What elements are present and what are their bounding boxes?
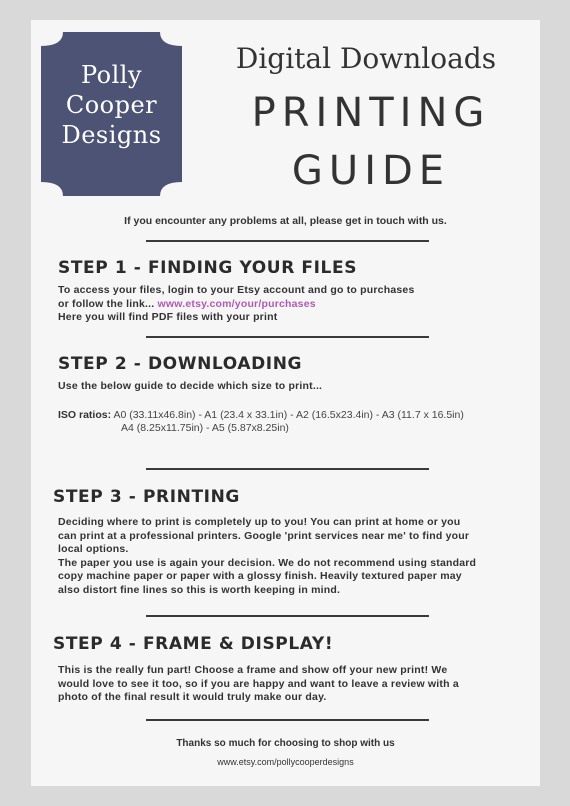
step-2-line-1: Use the below guide to decide which size to print... (58, 380, 323, 392)
step-3-line-6: also distort fine lines so this is worth keeping in mind. (58, 583, 341, 596)
divider-2 (146, 336, 429, 338)
step-4-line-1: This is the really fun part! Choose a frame and show off your new print! We (58, 664, 448, 676)
step-4-line-3: photo of the final result it would truly make our day. (58, 691, 327, 703)
purchases-link[interactable]: www.etsy.com/your/purchases (157, 297, 316, 310)
step-3-line-4: The paper you use is again your decision. We do not recommend using standard (58, 556, 477, 569)
logo-line-1: Polly (80, 61, 143, 89)
step-2-body (58, 380, 322, 394)
step-1-line-1: To access your files, login to your Etsy account and go to purchases (58, 284, 415, 296)
iso-label: ISO ratios: (58, 409, 112, 421)
thanks-text: Thanks so much for choosing to shop with us (176, 738, 395, 749)
step-2-title: STEP 2 - DOWNLOADING (58, 354, 303, 374)
step-3-title: STEP 3 - PRINTING (53, 487, 240, 507)
step-1-title: STEP 1 - FINDING YOUR FILES (58, 258, 358, 278)
divider-1 (146, 240, 429, 242)
logo-line-3: Designs (61, 121, 162, 149)
shop-website[interactable]: www.etsy.com/pollycooperdesigns (217, 757, 354, 767)
step-4-line-2: would love to see it too, so if you are happy and want to leave a review with a (58, 677, 459, 690)
divider-3 (146, 468, 429, 470)
step-4-body (58, 664, 459, 705)
iso-sizes-2: A4 (8.25x11.75in) - A5 (5.87x8.25in) (121, 422, 289, 434)
iso-ratios (58, 409, 464, 435)
step-3-line-3: local options. (58, 543, 129, 555)
logo-text (41, 60, 182, 150)
divider-4 (146, 615, 429, 617)
iso-sizes-1: A0 (33.11x46.8in) - A1 (23.4 x 33.1in) - A2 (16.5x23.4in) - A3 (11.7 x 16.5in) (111, 409, 464, 421)
step-3-body (58, 516, 476, 597)
intro-text: If you encounter any problems at all, please get in touch with us. (124, 215, 447, 227)
header-title-printing: PRINTING (251, 90, 491, 136)
printing-guide-page (31, 20, 540, 786)
header-subtitle: Digital Downloads (235, 42, 497, 75)
logo-line-2: Cooper (65, 91, 158, 119)
step-3-line-2: can print at a professional printers. Google 'print services near me' to find your (58, 529, 470, 542)
polly-cooper-designs-logo (41, 32, 182, 196)
step-3-line-1: Deciding where to print is completely up to you! You can print at home or you (58, 516, 461, 528)
step-1-line-3: Here you will find PDF files with your print (58, 311, 278, 323)
step-1-line-2: or follow the link... www.etsy.com/your/purchases (58, 297, 316, 310)
step-1-body (58, 284, 414, 325)
step-3-line-5: copy machine paper or paper with a glossy finish. Heavily textured paper may (58, 570, 462, 582)
divider-5 (146, 719, 429, 721)
step-4-title: STEP 4 - FRAME & DISPLAY! (53, 634, 334, 654)
header-title-guide: GUIDE (291, 148, 451, 194)
iso-line-1 (58, 409, 464, 422)
